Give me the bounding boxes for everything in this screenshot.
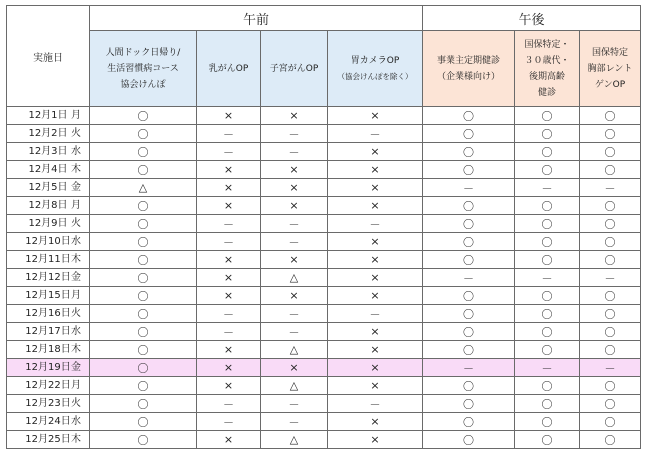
status-cell: 〇	[90, 413, 197, 431]
status-cell: 〇	[515, 341, 580, 359]
group-header-am: 午前	[90, 6, 423, 31]
status-cell: ×	[328, 413, 423, 431]
status-cell: ×	[328, 161, 423, 179]
date-cell	[7, 251, 90, 269]
status-cell: －	[261, 323, 328, 341]
status-cell: 〇	[515, 377, 580, 395]
status-cell: ×	[328, 143, 423, 161]
weekday-text: 月	[71, 380, 81, 391]
date-cell	[7, 305, 90, 323]
weekday-text: 月	[71, 290, 81, 301]
status-cell: ×	[328, 431, 423, 449]
status-cell: 〇	[90, 305, 197, 323]
date-cell	[7, 377, 90, 395]
date-text: 12月25日	[25, 434, 71, 445]
status-cell: △	[90, 179, 197, 197]
status-cell: －	[423, 269, 515, 287]
table-row	[7, 233, 641, 251]
date-column-header: 実施日	[7, 6, 90, 107]
weekday-text: 水	[71, 146, 81, 157]
status-cell: ×	[197, 287, 261, 305]
column-header-breast	[197, 31, 261, 107]
status-cell: 〇	[515, 161, 580, 179]
column-header-corporate	[423, 31, 515, 107]
weekday-text: 火	[71, 218, 81, 229]
column-header-line: 胃カメラOP	[350, 55, 400, 66]
status-cell: ×	[197, 377, 261, 395]
status-cell: ×	[328, 359, 423, 377]
status-cell: 〇	[90, 341, 197, 359]
status-cell: 〇	[90, 107, 197, 125]
status-cell: －	[515, 269, 580, 287]
column-header-gastro	[328, 31, 423, 107]
date-text: 12月23日	[25, 398, 71, 409]
date-text: 12月10日	[25, 236, 71, 247]
weekday-text: 水	[71, 236, 81, 247]
date-text: 12月18日	[25, 344, 71, 355]
date-cell	[7, 341, 90, 359]
status-cell: －	[197, 413, 261, 431]
weekday-text: 月	[71, 200, 81, 211]
weekday-text: 金	[71, 272, 81, 283]
status-cell: △	[261, 269, 328, 287]
status-cell: 〇	[423, 143, 515, 161]
status-cell: 〇	[515, 287, 580, 305]
status-cell: 〇	[580, 143, 641, 161]
status-cell: －	[328, 395, 423, 413]
status-cell: 〇	[90, 125, 197, 143]
date-cell	[7, 215, 90, 233]
status-cell: 〇	[580, 233, 641, 251]
status-cell: －	[423, 179, 515, 197]
column-header-line: 胸部レント	[587, 63, 633, 74]
status-cell: ×	[328, 233, 423, 251]
date-cell	[7, 323, 90, 341]
status-cell: ×	[197, 269, 261, 287]
table-row	[7, 251, 641, 269]
table-row	[7, 287, 641, 305]
status-cell: △	[261, 377, 328, 395]
status-cell: ×	[197, 359, 261, 377]
status-cell: 〇	[580, 107, 641, 125]
weekday-text: 木	[71, 254, 81, 265]
status-cell: 〇	[515, 107, 580, 125]
status-cell: 〇	[580, 377, 641, 395]
date-text: 12月5日	[28, 182, 68, 193]
date-cell	[7, 107, 90, 125]
column-header-line: 後期高齢	[529, 71, 566, 82]
status-cell: 〇	[90, 251, 197, 269]
column-header-line: （企業様向け）	[437, 71, 501, 82]
status-cell: 〇	[90, 395, 197, 413]
status-cell: △	[261, 431, 328, 449]
column-header-line: 協会けんぽ	[120, 79, 166, 90]
date-cell	[7, 179, 90, 197]
status-cell: －	[328, 215, 423, 233]
status-cell: ×	[261, 251, 328, 269]
status-cell: ×	[328, 197, 423, 215]
status-cell: －	[580, 359, 641, 377]
column-header-line: 乳がんOP	[208, 63, 249, 74]
status-cell: 〇	[423, 125, 515, 143]
status-cell: 〇	[423, 215, 515, 233]
status-cell: －	[261, 413, 328, 431]
status-cell: 〇	[580, 125, 641, 143]
status-cell: 〇	[90, 431, 197, 449]
date-text: 12月19日	[25, 362, 71, 373]
status-cell: ×	[197, 197, 261, 215]
status-cell: 〇	[515, 395, 580, 413]
status-cell: ×	[261, 287, 328, 305]
status-cell: 〇	[515, 125, 580, 143]
status-cell: ×	[328, 377, 423, 395]
date-text: 12月4日	[28, 164, 68, 175]
status-cell: 〇	[580, 431, 641, 449]
table-row	[7, 431, 641, 449]
status-cell: 〇	[90, 269, 197, 287]
status-cell: ×	[261, 197, 328, 215]
schedule-table	[6, 5, 641, 449]
status-cell: 〇	[423, 197, 515, 215]
date-text: 12月16日	[25, 308, 71, 319]
status-cell: ×	[197, 107, 261, 125]
date-text: 12月9日	[28, 218, 68, 229]
status-cell: 〇	[423, 377, 515, 395]
status-cell: ×	[197, 251, 261, 269]
status-cell: 〇	[515, 413, 580, 431]
status-cell: 〇	[423, 305, 515, 323]
column-header-dock	[90, 31, 197, 107]
weekday-text: 木	[71, 434, 81, 445]
status-cell: －	[580, 179, 641, 197]
weekday-text: 水	[71, 326, 81, 337]
status-cell: 〇	[90, 197, 197, 215]
status-cell: 〇	[90, 233, 197, 251]
table-row	[7, 179, 641, 197]
status-cell: 〇	[423, 287, 515, 305]
column-header-line: ゲンOP	[594, 79, 626, 90]
status-cell: 〇	[423, 431, 515, 449]
status-cell: 〇	[580, 305, 641, 323]
status-cell: ×	[261, 161, 328, 179]
status-cell: ×	[261, 107, 328, 125]
status-cell: －	[261, 233, 328, 251]
date-text: 12月15日	[25, 290, 71, 301]
status-cell: △	[261, 341, 328, 359]
status-cell: 〇	[423, 413, 515, 431]
status-cell: －	[515, 179, 580, 197]
column-header-line: 生活習慣病コース	[107, 63, 179, 74]
group-header-pm: 午後	[423, 6, 641, 31]
status-cell: 〇	[580, 413, 641, 431]
column-header-kokuho	[515, 31, 580, 107]
column-header-line: 子宮がんOP	[269, 63, 319, 74]
date-cell	[7, 431, 90, 449]
date-cell	[7, 125, 90, 143]
status-cell: ×	[328, 341, 423, 359]
status-cell: 〇	[423, 107, 515, 125]
status-cell: 〇	[90, 377, 197, 395]
status-cell: 〇	[423, 251, 515, 269]
status-cell: －	[328, 125, 423, 143]
status-cell: 〇	[580, 287, 641, 305]
date-text: 12月3日	[28, 146, 68, 157]
table-row	[7, 359, 641, 377]
table-row	[7, 215, 641, 233]
status-cell: ×	[328, 107, 423, 125]
status-cell: 〇	[90, 161, 197, 179]
weekday-text: 金	[71, 182, 81, 193]
table-row	[7, 269, 641, 287]
status-cell: 〇	[423, 323, 515, 341]
column-header-line: 国保特定・	[524, 39, 570, 50]
date-text: 12月8日	[28, 200, 68, 211]
status-cell: 〇	[580, 341, 641, 359]
date-text: 12月12日	[25, 272, 71, 283]
status-cell: 〇	[90, 359, 197, 377]
date-cell	[7, 359, 90, 377]
column-header-line: 事業主定期健診	[437, 55, 501, 66]
weekday-text: 火	[71, 128, 81, 139]
column-header-line: 国保特定	[592, 47, 629, 58]
weekday-text: 水	[71, 416, 81, 427]
status-cell: －	[261, 215, 328, 233]
table-row	[7, 107, 641, 125]
table-row	[7, 197, 641, 215]
column-header-uterine	[261, 31, 328, 107]
date-cell	[7, 269, 90, 287]
date-text: 12月1日	[28, 110, 68, 121]
date-text: 12月24日	[25, 416, 71, 427]
status-cell: 〇	[515, 305, 580, 323]
status-cell: －	[197, 233, 261, 251]
status-cell: －	[515, 359, 580, 377]
weekday-text: 火	[71, 398, 81, 409]
status-cell: 〇	[515, 197, 580, 215]
status-cell: 〇	[580, 215, 641, 233]
column-header-line: ３０歳代・	[524, 55, 570, 66]
status-cell: ×	[261, 359, 328, 377]
table-row	[7, 341, 641, 359]
column-header-line: 健診	[538, 87, 557, 98]
status-cell: －	[261, 305, 328, 323]
status-cell: －	[328, 305, 423, 323]
date-cell	[7, 143, 90, 161]
status-cell: ×	[328, 269, 423, 287]
weekday-text: 木	[71, 164, 81, 175]
status-cell: －	[197, 395, 261, 413]
date-cell	[7, 413, 90, 431]
table-row	[7, 125, 641, 143]
status-cell: 〇	[580, 251, 641, 269]
table-row	[7, 161, 641, 179]
status-cell: 〇	[580, 323, 641, 341]
date-cell	[7, 233, 90, 251]
date-cell	[7, 287, 90, 305]
status-cell: ×	[197, 179, 261, 197]
schedule-body	[7, 107, 641, 449]
status-cell: ×	[328, 251, 423, 269]
status-cell: 〇	[515, 143, 580, 161]
status-cell: －	[261, 125, 328, 143]
date-text: 12月11日	[25, 254, 71, 265]
status-cell: 〇	[580, 395, 641, 413]
status-cell: ×	[197, 161, 261, 179]
date-cell	[7, 161, 90, 179]
status-cell: ×	[328, 287, 423, 305]
date-text: 12月2日	[28, 128, 68, 139]
status-cell: ×	[197, 341, 261, 359]
column-header-note: （協会けんぽを除く）	[337, 71, 413, 81]
date-cell	[7, 395, 90, 413]
status-cell: ×	[328, 323, 423, 341]
status-cell: 〇	[580, 161, 641, 179]
status-cell: ×	[328, 179, 423, 197]
status-cell: ×	[197, 431, 261, 449]
weekday-text: 火	[71, 308, 81, 319]
table-row	[7, 413, 641, 431]
date-text: 12月22日	[25, 380, 71, 391]
status-cell: －	[261, 395, 328, 413]
table-row	[7, 323, 641, 341]
status-cell: 〇	[515, 431, 580, 449]
status-cell: 〇	[515, 233, 580, 251]
weekday-text: 月	[71, 110, 81, 121]
table-row	[7, 395, 641, 413]
status-cell: 〇	[90, 215, 197, 233]
column-header-xray	[580, 31, 641, 107]
weekday-text: 木	[71, 344, 81, 355]
table-row	[7, 377, 641, 395]
column-header-row	[7, 31, 641, 107]
date-text: 12月17日	[25, 326, 71, 337]
status-cell: －	[423, 359, 515, 377]
status-cell: －	[197, 305, 261, 323]
status-cell: 〇	[515, 215, 580, 233]
status-cell: －	[261, 143, 328, 161]
date-cell	[7, 197, 90, 215]
status-cell: －	[197, 125, 261, 143]
status-cell: 〇	[580, 197, 641, 215]
table-row	[7, 305, 641, 323]
status-cell: 〇	[90, 287, 197, 305]
status-cell: 〇	[423, 233, 515, 251]
status-cell: 〇	[90, 323, 197, 341]
status-cell: －	[197, 215, 261, 233]
status-cell: 〇	[423, 161, 515, 179]
status-cell: 〇	[90, 143, 197, 161]
table-row	[7, 143, 641, 161]
status-cell: 〇	[423, 395, 515, 413]
status-cell: －	[580, 269, 641, 287]
status-cell: 〇	[515, 323, 580, 341]
status-cell: 〇	[423, 341, 515, 359]
weekday-text: 金	[71, 362, 81, 373]
status-cell: －	[197, 323, 261, 341]
column-header-line: 人間ドック日帰り/	[105, 47, 181, 58]
status-cell: －	[197, 143, 261, 161]
status-cell: ×	[261, 179, 328, 197]
status-cell: 〇	[515, 251, 580, 269]
